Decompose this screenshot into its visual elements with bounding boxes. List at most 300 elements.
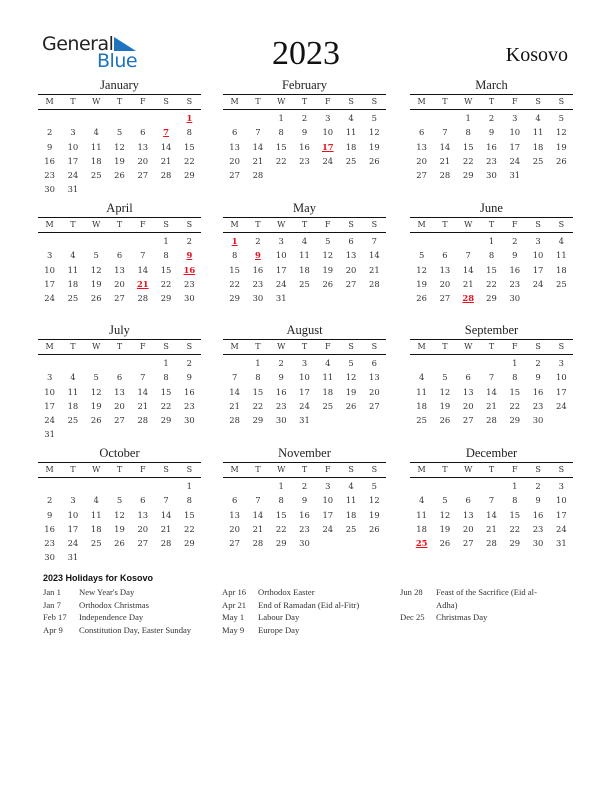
date-cell: 26	[345, 400, 357, 411]
holiday-date: Apr 9	[43, 624, 63, 635]
date-cell: 2	[186, 236, 193, 246]
date-cell: 15	[184, 141, 195, 152]
weekday-header	[223, 217, 386, 233]
date-cell: 1	[186, 481, 193, 491]
date-cell: 26	[90, 293, 102, 304]
date-cell: 29	[184, 538, 195, 549]
date-cell: 23	[299, 155, 310, 166]
date-cell: 3	[558, 358, 565, 368]
date-cell: 1	[163, 236, 169, 246]
empty-cell	[108, 234, 131, 248]
date-cell: 10	[44, 386, 55, 397]
weekday-label: F	[512, 220, 518, 229]
weekday-header	[410, 462, 573, 478]
date-cell: 1	[278, 113, 284, 123]
date-cell: 7	[231, 372, 238, 383]
date-cell: 26	[369, 155, 380, 166]
date-cell: 15	[252, 386, 264, 397]
date-cell: 3	[46, 250, 53, 261]
date-cell: 27	[114, 293, 125, 304]
weekday-header	[38, 339, 201, 355]
date-cell: 3	[558, 481, 565, 491]
date-cell: 12	[114, 509, 125, 520]
empty-cell	[131, 356, 154, 370]
date-cell: 16	[299, 509, 310, 520]
empty-cell	[131, 479, 154, 493]
date-cell: 24	[67, 538, 79, 549]
date-cell: 4	[70, 250, 76, 261]
weekday-label: T	[442, 465, 448, 474]
day-grid	[38, 356, 201, 442]
month-title: October	[99, 446, 140, 460]
date-cell: 21	[160, 523, 172, 534]
empty-cell	[480, 356, 503, 370]
weekday-label: T	[301, 342, 308, 351]
empty-cell	[410, 479, 433, 493]
date-cell: 22	[160, 278, 172, 289]
date-cell: 8	[186, 495, 193, 506]
weekday-label: F	[325, 465, 331, 474]
weekday-label: S	[186, 97, 193, 106]
empty-cell	[154, 479, 177, 493]
holiday-date-cell: 25	[415, 538, 428, 549]
date-cell: 6	[140, 495, 146, 506]
date-cell: 12	[439, 386, 451, 397]
empty-cell	[38, 356, 61, 370]
date-cell: 9	[186, 372, 193, 383]
holiday-name: Europe Day	[258, 624, 300, 635]
weekday-label: T	[255, 97, 261, 106]
date-cell: 7	[255, 127, 261, 138]
day-grid	[38, 479, 201, 565]
holiday-name: Independence Day	[79, 612, 144, 623]
date-cell: 27	[137, 170, 149, 181]
date-cell: 25	[67, 293, 79, 304]
date-cell: 2	[535, 481, 541, 491]
month-title: April	[106, 201, 133, 215]
page-title-year: 2023	[272, 35, 340, 72]
date-cell: 27	[229, 170, 240, 181]
date-cell: 10	[532, 250, 544, 261]
date-cell: 21	[229, 400, 240, 411]
empty-cell	[85, 356, 108, 370]
date-cell: 24	[509, 155, 521, 166]
date-cell: 19	[369, 509, 380, 520]
date-cell: 30	[252, 293, 264, 304]
weekday-header	[223, 339, 386, 355]
weekday-label: S	[348, 220, 354, 229]
weekday-label: S	[558, 97, 565, 106]
date-cell: 14	[160, 509, 172, 520]
date-cell: 28	[160, 538, 172, 549]
date-cell: 5	[93, 372, 99, 383]
date-cell: 16	[275, 386, 287, 397]
date-cell: 23	[44, 538, 55, 549]
date-cell: 16	[299, 141, 310, 152]
weekday-label: M	[417, 220, 426, 229]
holiday-entry	[222, 586, 397, 599]
date-cell: 23	[532, 523, 544, 534]
empty-cell	[433, 479, 456, 493]
date-cell: 17	[44, 278, 55, 289]
date-cell: 15	[160, 264, 172, 275]
date-cell: 19	[114, 155, 125, 166]
date-cell: 20	[462, 523, 474, 534]
holiday-entry	[43, 599, 218, 612]
date-cell: 8	[512, 495, 518, 506]
weekday-header	[223, 462, 386, 478]
date-cell: 26	[322, 278, 334, 289]
date-cell: 11	[90, 509, 102, 520]
date-cell: 3	[535, 236, 541, 246]
date-cell: 23	[509, 278, 521, 289]
date-cell: 6	[116, 250, 123, 261]
weekday-label: M	[417, 465, 426, 474]
weekday-label: T	[488, 97, 495, 106]
date-cell: 26	[439, 415, 451, 426]
empty-cell	[480, 479, 503, 493]
date-cell: 11	[532, 127, 544, 138]
date-cell: 13	[416, 141, 427, 152]
weekday-label: S	[186, 465, 193, 474]
date-cell: 26	[416, 293, 427, 304]
empty-cell	[154, 111, 177, 125]
holidays-list	[43, 572, 583, 635]
date-cell: 21	[252, 155, 264, 166]
empty-cell	[108, 479, 131, 493]
date-cell: 10	[67, 141, 79, 152]
date-cell: 17	[322, 509, 334, 520]
weekday-label: T	[442, 220, 448, 229]
date-cell: 13	[229, 141, 240, 152]
date-cell: 20	[137, 523, 149, 534]
weekday-label: F	[325, 342, 331, 351]
day-grid	[410, 479, 573, 550]
holidays-column-2	[222, 586, 397, 636]
date-cell: 21	[137, 400, 149, 411]
holiday-date-cell: 9	[186, 250, 193, 261]
date-cell: 26	[556, 155, 567, 166]
weekday-label: W	[277, 220, 286, 229]
date-cell: 8	[231, 250, 238, 261]
holiday-name: Orthodox Easter	[258, 587, 315, 597]
date-cell: 24	[556, 400, 567, 411]
holiday-date: Dec 25	[400, 612, 425, 623]
date-cell: 16	[44, 523, 55, 534]
month-january	[38, 78, 201, 197]
weekday-label: S	[558, 220, 565, 229]
date-cell: 15	[509, 509, 521, 520]
empty-cell	[108, 111, 131, 125]
date-cell: 24	[67, 170, 79, 181]
date-cell: 22	[509, 400, 521, 411]
month-title: November	[278, 446, 331, 460]
holidays-title: 2023 Holidays for Kosovo	[43, 573, 154, 583]
weekday-label: F	[512, 97, 518, 106]
date-cell: 18	[416, 523, 427, 534]
weekday-label: S	[186, 342, 193, 351]
date-cell: 3	[325, 113, 331, 123]
holiday-date: Jan 7	[43, 599, 61, 610]
date-cell: 11	[322, 372, 334, 383]
date-cell: 3	[325, 481, 331, 491]
date-cell: 31	[509, 170, 521, 181]
month-title: August	[286, 323, 323, 337]
date-cell: 30	[509, 293, 521, 304]
date-cell: 18	[416, 400, 427, 411]
date-cell: 12	[345, 372, 357, 383]
weekday-label: T	[488, 342, 495, 351]
date-cell: 16	[532, 509, 544, 520]
date-cell: 30	[44, 184, 55, 195]
date-cell: 12	[90, 264, 102, 275]
date-cell: 4	[348, 481, 354, 491]
holiday-entry	[43, 624, 218, 637]
weekday-label: M	[230, 465, 239, 474]
weekday-label: M	[417, 97, 426, 106]
date-cell: 18	[532, 141, 544, 152]
holiday-entry	[222, 624, 397, 637]
date-cell: 9	[46, 509, 53, 520]
month-november	[223, 446, 386, 550]
date-cell: 1	[512, 358, 518, 368]
date-cell: 7	[255, 495, 261, 506]
date-cell: 13	[369, 372, 380, 383]
date-cell: 10	[322, 127, 334, 138]
date-cell: 9	[535, 495, 541, 506]
date-cell: 25	[90, 170, 102, 181]
date-cell: 28	[160, 170, 172, 181]
date-cell: 4	[301, 236, 308, 246]
date-cell: 24	[322, 523, 334, 534]
weekday-label: W	[277, 97, 286, 106]
date-cell: 24	[322, 155, 334, 166]
weekday-label: F	[512, 465, 518, 474]
date-cell: 25	[345, 155, 357, 166]
date-cell: 25	[299, 278, 310, 289]
weekday-label: T	[301, 220, 308, 229]
weekday-label: F	[325, 97, 331, 106]
date-cell: 17	[67, 155, 79, 166]
date-cell: 3	[46, 372, 53, 383]
date-cell: 22	[509, 523, 521, 534]
empty-cell	[131, 111, 154, 125]
date-cell: 16	[509, 264, 521, 275]
date-cell: 3	[278, 236, 284, 246]
date-cell: 11	[416, 509, 427, 520]
date-cell: 29	[252, 415, 264, 426]
date-cell: 27	[462, 415, 474, 426]
date-cell: 25	[532, 155, 544, 166]
month-title: March	[475, 78, 508, 92]
date-cell: 15	[486, 264, 497, 275]
date-cell: 15	[184, 509, 195, 520]
date-cell: 13	[114, 386, 125, 397]
empty-cell	[223, 356, 246, 370]
weekday-header	[38, 462, 201, 478]
weekday-label: T	[116, 465, 123, 474]
country-name: Kosovo	[505, 44, 568, 66]
holidays-column-3	[400, 586, 550, 624]
month-april	[38, 201, 201, 305]
date-cell: 7	[163, 495, 169, 506]
date-cell: 26	[114, 538, 125, 549]
date-cell: 10	[556, 372, 567, 383]
weekday-label: F	[140, 220, 146, 229]
holiday-name: Orthodox Christmas	[79, 599, 149, 610]
date-cell: 11	[90, 141, 102, 152]
month-may	[223, 201, 386, 305]
weekday-label: T	[442, 97, 448, 106]
weekday-label: M	[45, 342, 54, 351]
holiday-date-cell: 7	[163, 127, 169, 138]
date-cell: 23	[184, 400, 195, 411]
date-cell: 20	[114, 278, 125, 289]
date-cell: 27	[439, 293, 451, 304]
date-cell: 23	[184, 278, 195, 289]
date-cell: 13	[229, 509, 240, 520]
holiday-name: Christmas Day	[436, 612, 488, 623]
date-cell: 22	[229, 278, 240, 289]
day-grid	[410, 234, 573, 305]
weekday-label: T	[255, 342, 261, 351]
date-cell: 10	[275, 250, 287, 261]
date-cell: 2	[278, 358, 284, 368]
date-cell: 31	[44, 429, 55, 440]
weekday-label: S	[163, 97, 169, 106]
month-july	[38, 323, 201, 442]
weekday-label: S	[535, 97, 541, 106]
date-cell: 17	[556, 509, 567, 520]
date-cell: 13	[345, 250, 357, 261]
date-cell: 8	[163, 250, 169, 261]
weekday-label: T	[116, 220, 123, 229]
date-cell: 7	[488, 495, 495, 506]
weekday-label: T	[301, 97, 308, 106]
weekday-label: T	[488, 220, 495, 229]
date-cell: 17	[509, 141, 521, 152]
weekday-label: W	[464, 342, 473, 351]
date-cell: 11	[345, 495, 357, 506]
holiday-date: Feb 17	[43, 612, 67, 623]
date-cell: 12	[114, 141, 125, 152]
date-cell: 5	[418, 250, 425, 261]
holiday-date-cell: 1	[186, 113, 193, 123]
date-cell: 23	[275, 400, 287, 411]
date-cell: 27	[369, 400, 380, 411]
holiday-date-cell: 28	[462, 293, 475, 304]
month-october	[38, 446, 201, 565]
date-cell: 1	[278, 481, 284, 491]
month-december	[410, 446, 573, 550]
weekday-label: T	[70, 97, 76, 106]
date-cell: 23	[299, 523, 310, 534]
date-cell: 22	[184, 155, 195, 166]
weekday-label: S	[348, 342, 354, 351]
date-cell: 27	[416, 170, 427, 181]
empty-cell	[410, 111, 433, 125]
date-cell: 22	[252, 400, 264, 411]
date-cell: 24	[299, 400, 310, 411]
date-cell: 18	[345, 141, 357, 152]
weekday-label: M	[45, 465, 54, 474]
date-cell: 23	[532, 400, 544, 411]
date-cell: 9	[512, 250, 518, 261]
weekday-label: S	[558, 465, 565, 474]
date-cell: 20	[369, 386, 380, 397]
date-cell: 18	[67, 400, 79, 411]
weekday-label: S	[535, 220, 541, 229]
day-grid	[223, 234, 386, 305]
weekday-label: S	[535, 342, 541, 351]
weekday-label: S	[348, 97, 354, 106]
date-cell: 13	[462, 386, 474, 397]
weekday-label: T	[255, 465, 261, 474]
month-september	[410, 323, 573, 427]
holiday-entry	[222, 599, 397, 612]
date-cell: 4	[93, 127, 99, 138]
weekday-label: M	[45, 220, 54, 229]
date-cell: 5	[325, 236, 331, 246]
date-cell: 12	[90, 386, 102, 397]
weekday-label: M	[230, 97, 239, 106]
empty-cell	[457, 356, 480, 370]
date-cell: 5	[371, 113, 378, 123]
date-cell: 19	[439, 400, 451, 411]
month-title: February	[281, 78, 328, 92]
date-cell: 16	[532, 386, 544, 397]
date-cell: 19	[369, 141, 380, 152]
weekday-label: W	[464, 97, 473, 106]
date-cell: 10	[322, 495, 334, 506]
month-title: September	[464, 323, 519, 337]
date-cell: 29	[275, 538, 287, 549]
date-cell: 3	[70, 127, 76, 138]
date-cell: 13	[137, 141, 149, 152]
date-cell: 14	[137, 264, 149, 275]
weekday-label: S	[163, 465, 169, 474]
weekday-label: W	[464, 465, 473, 474]
date-cell: 20	[137, 155, 149, 166]
date-cell: 18	[67, 278, 79, 289]
empty-cell	[410, 356, 433, 370]
month-title: May	[293, 201, 316, 215]
empty-cell	[85, 479, 108, 493]
weekday-header	[223, 94, 386, 110]
date-cell: 25	[416, 415, 427, 426]
date-cell: 11	[416, 386, 427, 397]
date-cell: 29	[462, 170, 474, 181]
empty-cell	[61, 234, 84, 248]
date-cell: 5	[371, 481, 378, 491]
date-cell: 22	[486, 278, 497, 289]
date-cell: 28	[439, 170, 451, 181]
date-cell: 21	[486, 523, 497, 534]
day-grid	[223, 111, 386, 182]
date-cell: 11	[556, 250, 567, 261]
weekday-label: F	[140, 97, 146, 106]
date-cell: 29	[509, 415, 521, 426]
date-cell: 2	[46, 127, 53, 138]
weekday-label: T	[116, 342, 123, 351]
weekday-label: W	[464, 220, 473, 229]
weekday-label: S	[371, 97, 378, 106]
date-cell: 2	[255, 236, 261, 246]
date-cell: 20	[114, 400, 125, 411]
date-cell: 2	[512, 236, 518, 246]
date-cell: 1	[488, 236, 495, 246]
weekday-label: W	[277, 465, 286, 474]
